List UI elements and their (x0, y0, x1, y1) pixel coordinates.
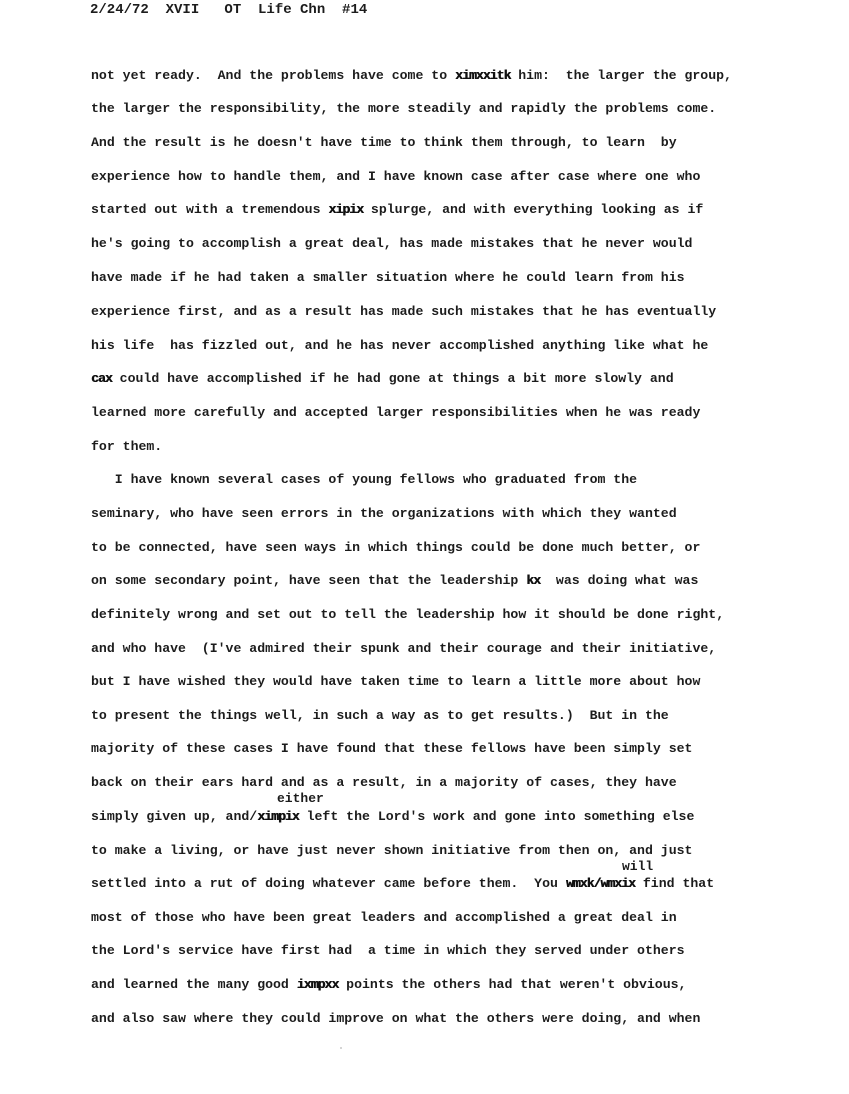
line-text: the Lord's service have first had a time in which they served under others (91, 943, 685, 958)
line-text: to be connected, have seen ways in which things could be done much better, or (91, 540, 701, 555)
text-line (91, 304, 716, 320)
line-text: find that (634, 876, 715, 891)
text-line (91, 741, 692, 757)
line-text: could have accomplished if he had gone at things a bit more slowly and (111, 371, 674, 386)
struck-out-text: ixmpxx (296, 977, 339, 992)
text-line (91, 876, 714, 892)
text-line (91, 472, 637, 488)
line-text: to present the things well, in such a way as to get results.) But in the (91, 708, 669, 723)
line-text: back on their ears hard and as a result, in a majority of cases, they have (91, 775, 677, 790)
line-text: was doing what was (540, 573, 699, 588)
line-text: I have known several cases of young fellows who graduated from the (91, 472, 638, 487)
text-line (91, 540, 700, 556)
line-text: And the result is he doesn't have time to think them through, to learn by (91, 135, 677, 150)
line-text: seminary, who have seen errors in the organizations with which they wanted (91, 506, 677, 521)
interlinear-insertion-will: will (622, 859, 654, 874)
line-text: majority of these cases I have found that these fellows have been simply set (91, 741, 693, 756)
line-text: to make a living, or have just never shown initiative from then on, and just (91, 843, 693, 858)
text-line (91, 943, 685, 959)
text-line (91, 775, 677, 791)
line-text: experience first, and as a result has made such mistakes that he has eventually (91, 304, 717, 319)
line-text: most of those who have been great leaders and accomplished a great deal in (91, 910, 677, 925)
interlinear-insertion-either: either (277, 791, 324, 806)
line-text: but I have wished they would have taken time to learn a little more about how (91, 674, 701, 689)
text-line (91, 202, 703, 218)
line-text: not yet ready. And the problems have come to (91, 68, 456, 83)
line-text: settled into a rut of doing whatever came before them. You (91, 876, 566, 891)
text-line (91, 101, 716, 117)
line-text: definitely wrong and set out to tell the leadership how it should be done right, (91, 607, 725, 622)
struck-out-text: ximpix (257, 809, 299, 824)
line-text: splurge, and with everything looking as if (363, 202, 704, 217)
text-line (91, 439, 162, 455)
text-line (91, 135, 677, 151)
text-line (91, 674, 700, 690)
text-line (91, 68, 732, 84)
line-text: him: the larger the group, (510, 68, 732, 83)
paper-speck (340, 1047, 342, 1049)
line-text: points the others had that weren't obvious, (338, 977, 687, 992)
text-line (91, 405, 700, 421)
struck-out-text: cax (91, 371, 112, 386)
struck-out-text: xipix (328, 202, 363, 217)
line-text: and who have (I've admired their spunk and their courage and their initiative, (91, 641, 717, 656)
text-line (91, 236, 692, 252)
text-line (91, 1011, 700, 1027)
text-line (91, 708, 669, 724)
line-text: simply given up, and/ (91, 809, 258, 824)
struck-out-text: ximxxitk (455, 68, 511, 83)
text-line (91, 270, 685, 286)
line-text: his life has fizzled out, and he has never accomplished anything like what he (91, 338, 709, 353)
line-text: the larger the responsibility, the more steadily and rapidly the problems come. (91, 101, 717, 116)
text-line (91, 506, 677, 522)
line-text: on some secondary point, have seen that the leadership (91, 573, 527, 588)
text-line (91, 843, 692, 859)
line-text: started out with a tremendous (91, 202, 329, 217)
page-header: 2/24/72 XVII OT Life Chn #14 (90, 2, 368, 18)
line-text: and learned the many good (91, 977, 297, 992)
line-text: experience how to handle them, and I have known case after case where one who (91, 169, 701, 184)
text-line (91, 977, 686, 993)
line-text: he's going to accomplish a great deal, has made mistakes that he never would (91, 236, 693, 251)
struck-out-text: wmxk/wmxix (565, 876, 635, 891)
text-line (91, 169, 700, 185)
text-line (91, 641, 716, 657)
struck-out-text: kx (526, 573, 541, 588)
text-line (91, 573, 698, 589)
text-line (91, 910, 677, 926)
text-line (91, 809, 694, 825)
text-line (91, 338, 708, 354)
line-text: and also saw where they could improve on what the others were doing, and when (91, 1011, 701, 1026)
line-text: learned more carefully and accepted larger responsibilities when he was ready (91, 405, 701, 420)
text-line (91, 371, 674, 387)
line-text: have made if he had taken a smaller situation where he could learn from his (91, 270, 685, 285)
line-text: for them. (91, 439, 163, 454)
text-line (91, 607, 724, 623)
line-text: left the Lord's work and gone into something else (298, 809, 695, 824)
